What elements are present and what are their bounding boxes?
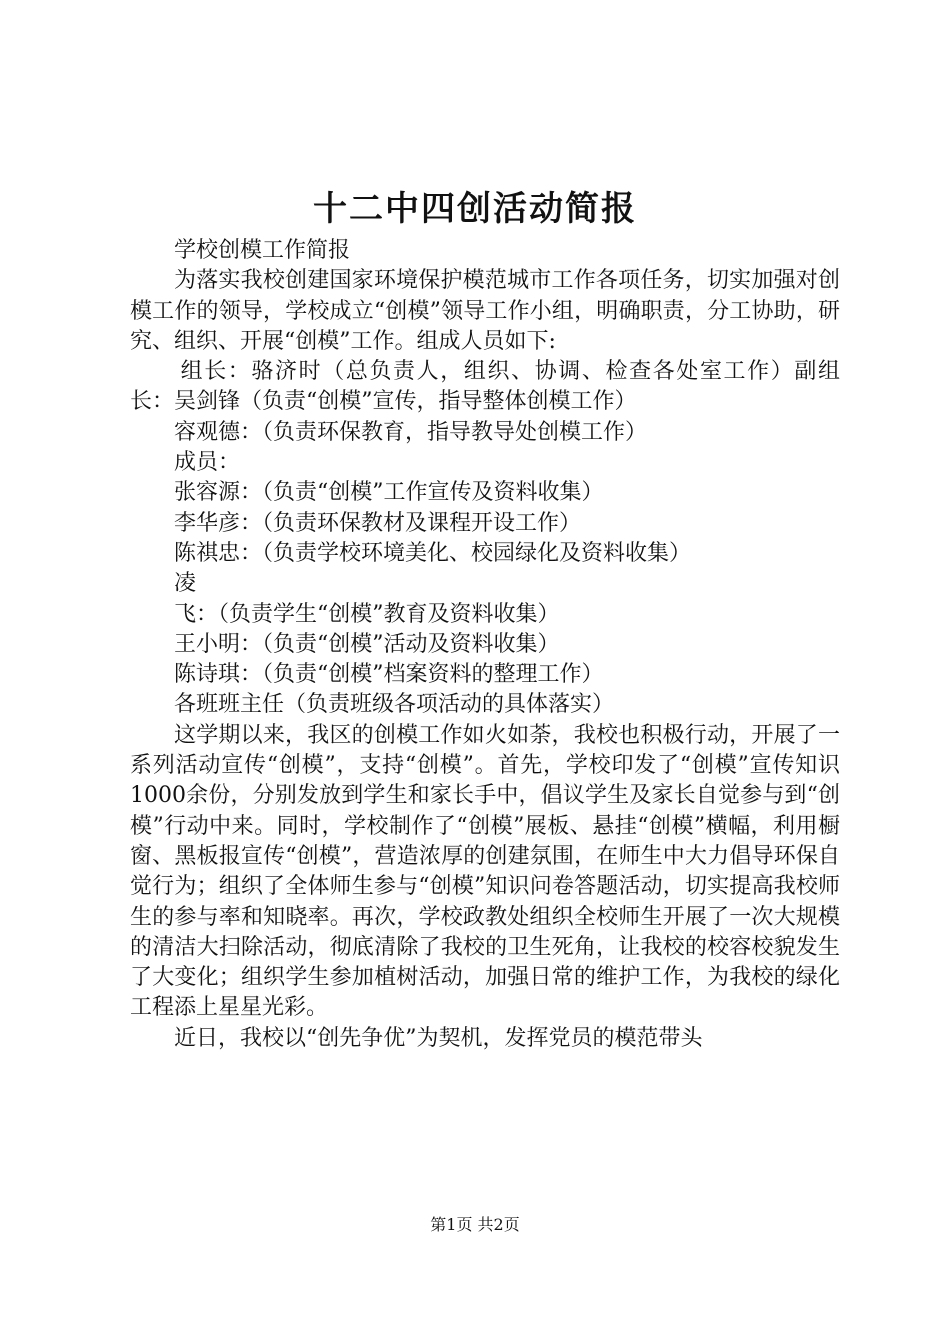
paragraph: 凌 (174, 571, 197, 597)
paragraph: 飞：（负责学生“创模”教育及资料收集） (174, 601, 560, 627)
paragraph: 成员： (174, 450, 241, 476)
paragraph: 学校创模工作简报 (174, 238, 351, 263)
paragraph: 容观德：（负责环保教育，指导教导处创模工作） (174, 419, 648, 445)
paragraph: 王小明：（负责“创模”活动及资料收集） (174, 631, 560, 657)
paragraph: 陈祺忠：（负责学校环境美化、校园绿化及资料收集） (174, 540, 692, 566)
paragraph: 组长：骆济时（总负责人，组织、协调、检查各处室工作）副组长：吴剑锋（负责“创模”宣传，指导整体创模工作） (130, 359, 840, 415)
paragraph: 张容源：（负责“创模”工作宣传及资料收集） (174, 480, 604, 506)
paragraph: 为落实我校创建国家环境保护模范城市工作各项任务，切实加强对创模工作的领导，学校成立“创模”领导工作小组，明确职责，分工协助，研究、组织、开展“创模”工作。组成人员如下: (130, 268, 840, 354)
paragraph: 陈诗琪：（负责“创模”档案资料的整理工作） (174, 662, 604, 688)
paragraph: 李华彦：（负责环保教材及课程开设工作） (174, 510, 582, 536)
paragraph: 这学期以来，我区的创模工作如火如荼，我校也积极行动，开展了一系列活动宣传“创模”，支持“创模”。首先，学校印发了“创模”宣传知识1000余份，分别发放到学生和家长手中，倡议学生及家长自觉参与到“创模”行动中来。同时，学校制作了“创模”展板、悬挂“创模”横幅，利用橱窗、黑板报宣传“创模”，营造浓厚的创建氛围，在师生中大力倡导环保自觉行为；组织了全体师生参与“创模”知识问卷答题活动，切实提高我校师生的参与率和知晓率。再次，学校政教处组织全校师生开展了一次大规模的清洁大扫除活动，彻底清除了我校的卫生死角，让我校的校容校貌发生了大变化；组织学生参加植树活动，加强日常的维护工作，为我校的绿化工程添上星星光彩。 (130, 722, 840, 1021)
paragraph: 近日，我校以“创先争优”为契机，发挥党员的模范带头 (174, 1025, 703, 1051)
document-title: 十二中四创活动简报 (313, 189, 637, 229)
paragraph: 各班班主任（负责班级各项活动的具体落实） (174, 692, 615, 718)
page-footer: 第1页 共2页 (430, 1215, 520, 1234)
document-body (130, 236, 840, 1054)
